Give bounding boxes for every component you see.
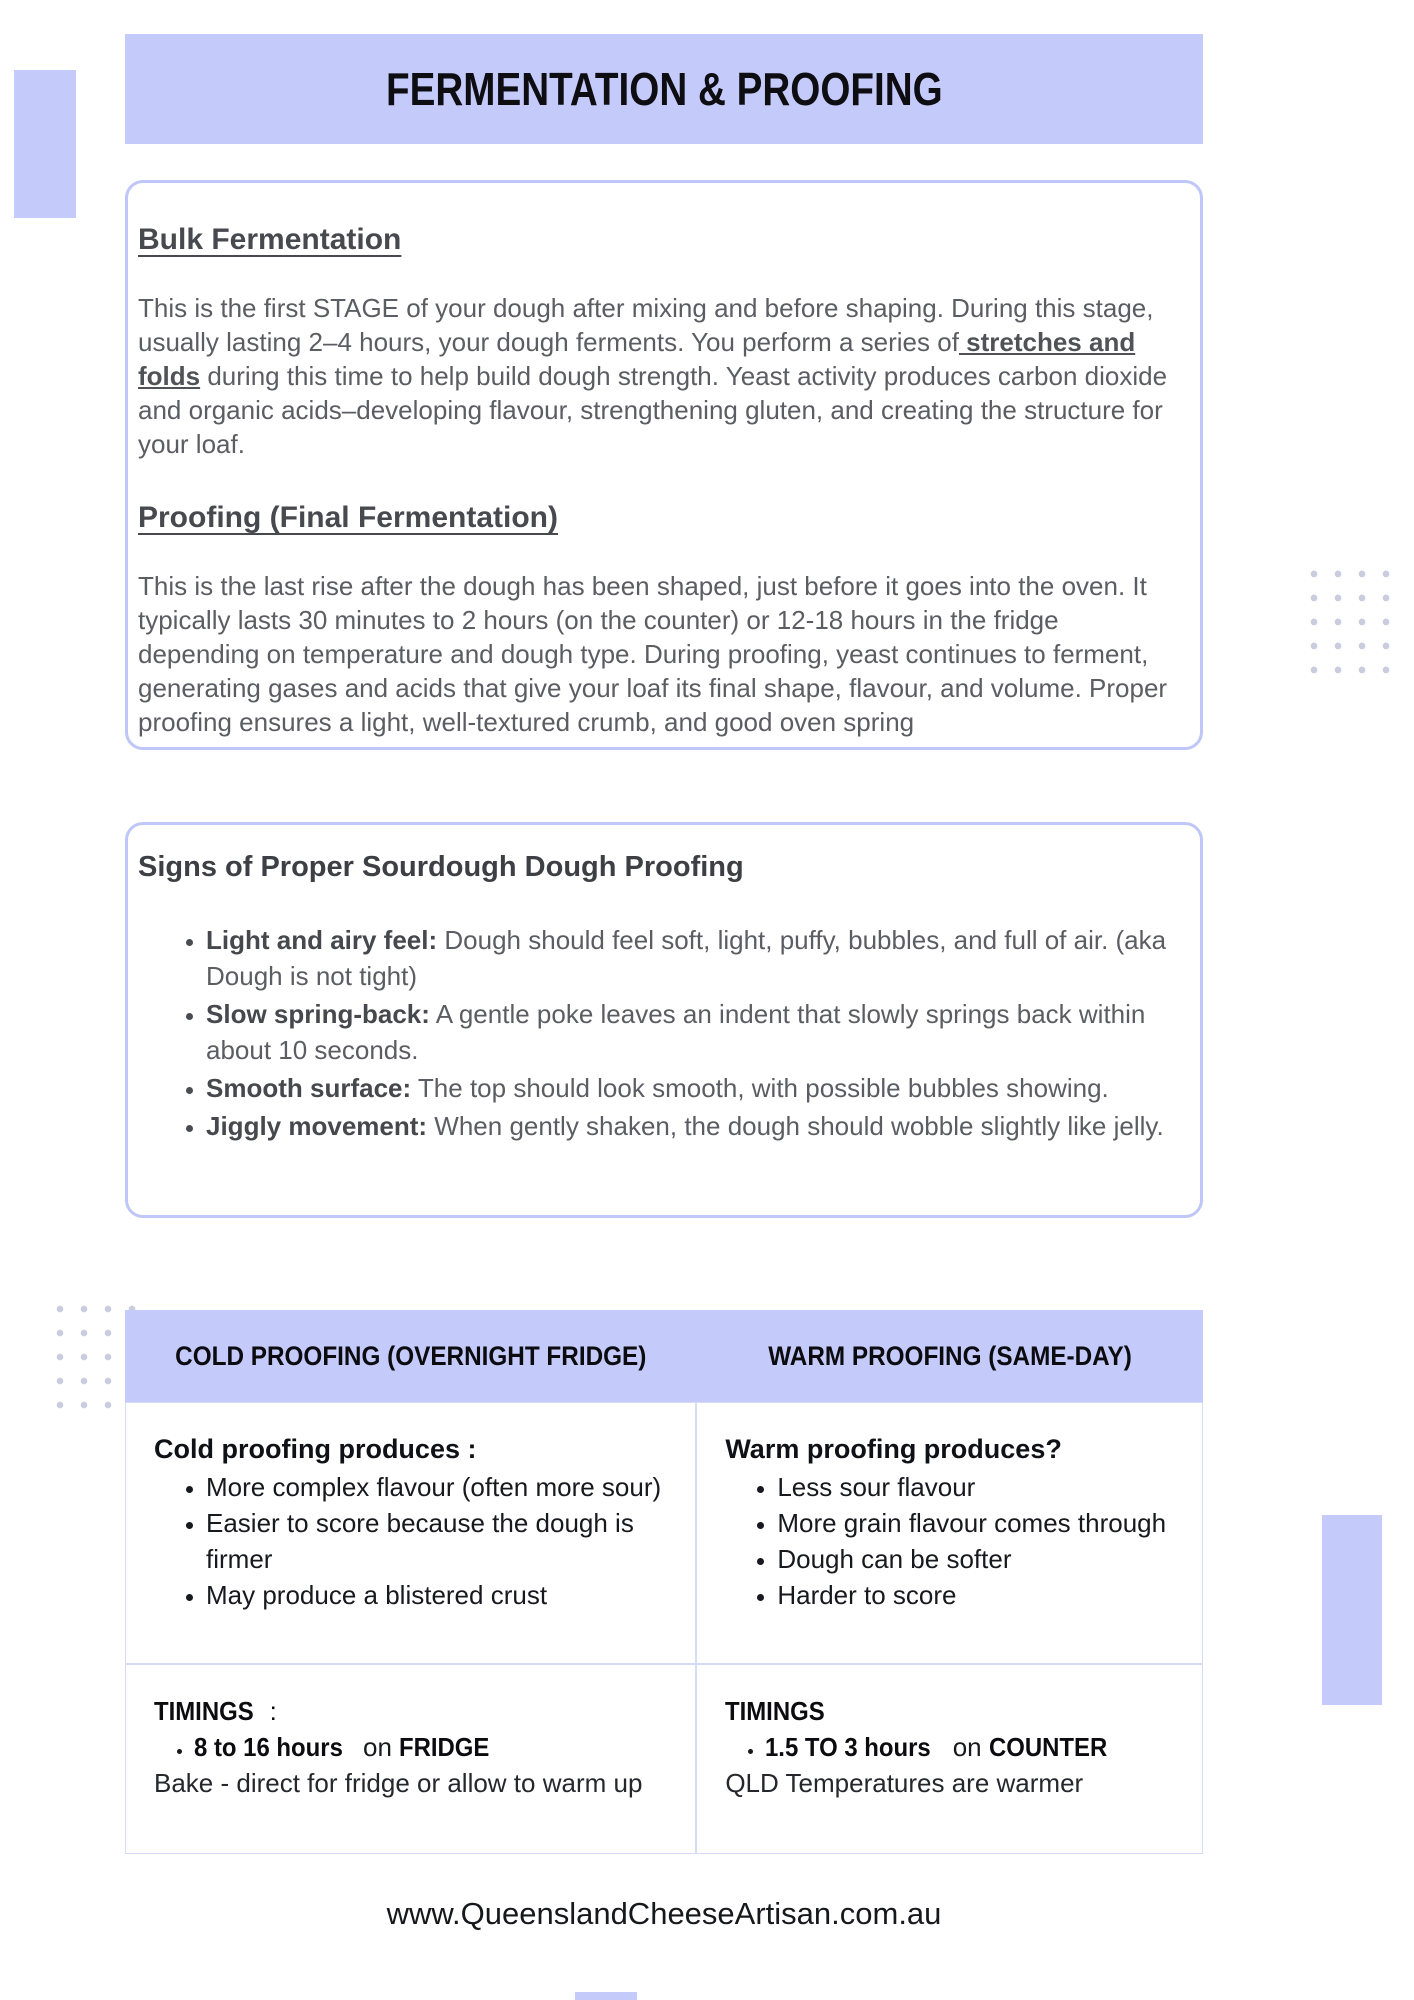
connector-text: on — [355, 1732, 400, 1762]
proofing-paragraph — [138, 569, 1186, 739]
table-header-row — [125, 1310, 1203, 1402]
bulk-fermentation-heading: Bulk Fermentation — [138, 223, 402, 256]
warm-timings-list — [725, 1729, 1184, 1765]
paragraph-text: during this time to help build dough strength. Yeast activity produces carbon dioxide and organic acids–developing flavour, strengthening gluten, and creating the structure for your loaf. — [138, 361, 1168, 459]
proofing-comparison-table — [125, 1310, 1203, 1854]
paragraph-text: This is the last rise after the dough has been shaped, just before it goes into the oven. It typically lasts 30 minutes to 2 hours (on the counter) or 12-18 hours in the fridge depending on temperature and dough type. During proofing, yeast continues to ferment, generating gases and acids that give your loaf its final shape, flavour, and volume. Proper proofing ensures a light, well-textured crumb, and good oven spring — [138, 571, 1168, 737]
list-item — [206, 1108, 1186, 1144]
produces-row — [125, 1402, 1203, 1664]
bullet-text: When gently shaken, the dough should wobble slightly like jelly. — [434, 1111, 1164, 1141]
list-item: • May produce a blistered crust — [206, 1577, 677, 1613]
list-item: • Dough can be softer — [777, 1541, 1184, 1577]
list-item — [206, 1070, 1186, 1106]
bullet-label: Smooth surface: — [206, 1073, 412, 1103]
warm-produces-list — [725, 1469, 1184, 1613]
timings-row — [125, 1664, 1203, 1854]
bullet-text: Dough should feel soft, light, puffy, bubbles, and full of air. (aka Dough is not tight) — [206, 925, 1167, 991]
list-item — [206, 996, 1186, 1068]
cold-produces-list — [154, 1469, 677, 1613]
cold-produces-cell — [125, 1402, 696, 1664]
place-text: COUNTER — [988, 1732, 1108, 1762]
header-label: COLD PROOFING (OVERNIGHT FRIDGE) — [175, 1340, 647, 1371]
timings-heading — [154, 1693, 677, 1729]
bullet-label: Slow spring-back: — [206, 999, 430, 1029]
timings-note: Bake - direct for fridge or allow to warm up — [154, 1768, 643, 1798]
list-item: • More complex flavour (often more sour) — [206, 1469, 677, 1505]
bottom-accent-rectangle — [575, 1992, 637, 2000]
list-item — [765, 1729, 1184, 1765]
timings-suffix: : — [262, 1696, 277, 1726]
table-header-warm-proofing — [696, 1310, 1203, 1402]
duration-text: 1.5 TO 3 hours — [765, 1732, 932, 1762]
warm-timings-cell — [696, 1664, 1203, 1854]
list-item: • More grain flavour comes through — [777, 1505, 1184, 1541]
signs-heading: Signs of Proper Sourdough Dough Proofing — [138, 851, 744, 883]
list-item — [206, 922, 1186, 994]
timings-label: TIMINGS — [725, 1696, 826, 1726]
list-item: • Easier to score because the dough is firmer — [206, 1505, 677, 1577]
connector-text: on — [945, 1732, 989, 1762]
page-title: FERMENTATION & PROOFING — [385, 63, 943, 115]
duration-text: 8 to 16 hours — [194, 1732, 343, 1762]
bullet-text: The top should look smooth, with possible bubbles showing. — [417, 1073, 1109, 1103]
bullet-label: Light and airy feel: — [206, 925, 438, 955]
cold-timings-list — [154, 1729, 677, 1765]
list-item: • Less sour flavour — [777, 1469, 1184, 1505]
place-text: FRIDGE — [399, 1732, 490, 1762]
bullet-label: Jiggly movement: — [206, 1111, 428, 1141]
fermentation-info-box — [125, 180, 1203, 750]
title-banner — [125, 34, 1203, 144]
bulk-fermentation-paragraph — [138, 291, 1186, 461]
timings-label: TIMINGS — [154, 1696, 254, 1726]
cold-timings-cell — [125, 1664, 696, 1854]
proofing-heading: Proofing (Final Fermentation) — [138, 501, 558, 534]
list-item: • Harder to score — [777, 1577, 1184, 1613]
paragraph-text: This is the first STAGE of your dough after mixing and before shaping. During this stage, usually lasting 2–4 hours, your dough ferments. You perform a series of — [138, 293, 1154, 357]
signs-list — [138, 922, 1186, 1144]
warm-produces-cell — [696, 1402, 1203, 1664]
timings-note: QLD Temperatures are warmer — [725, 1768, 1084, 1798]
table-header-cold-proofing — [125, 1310, 696, 1402]
header-label: WARM PROOFING (SAME-DAY) — [767, 1340, 1132, 1371]
stretches-and-folds-emphasis: stretches and folds — [138, 327, 1136, 391]
list-item — [194, 1729, 677, 1765]
dot-grid-decoration-right — [1300, 560, 1392, 676]
cell-heading: Warm proofing produces? — [725, 1434, 1062, 1464]
timings-heading — [725, 1693, 1184, 1729]
signs-box — [125, 822, 1203, 1218]
left-accent-rectangle — [14, 70, 76, 218]
cell-heading: Cold proofing produces : — [154, 1434, 477, 1464]
bullet-text: A gentle poke leaves an indent that slowly springs back within about 10 seconds. — [206, 999, 1146, 1065]
right-accent-rectangle — [1322, 1515, 1382, 1705]
footer-url: www.QueenslandCheeseArtisan.com.au — [386, 1896, 942, 1931]
